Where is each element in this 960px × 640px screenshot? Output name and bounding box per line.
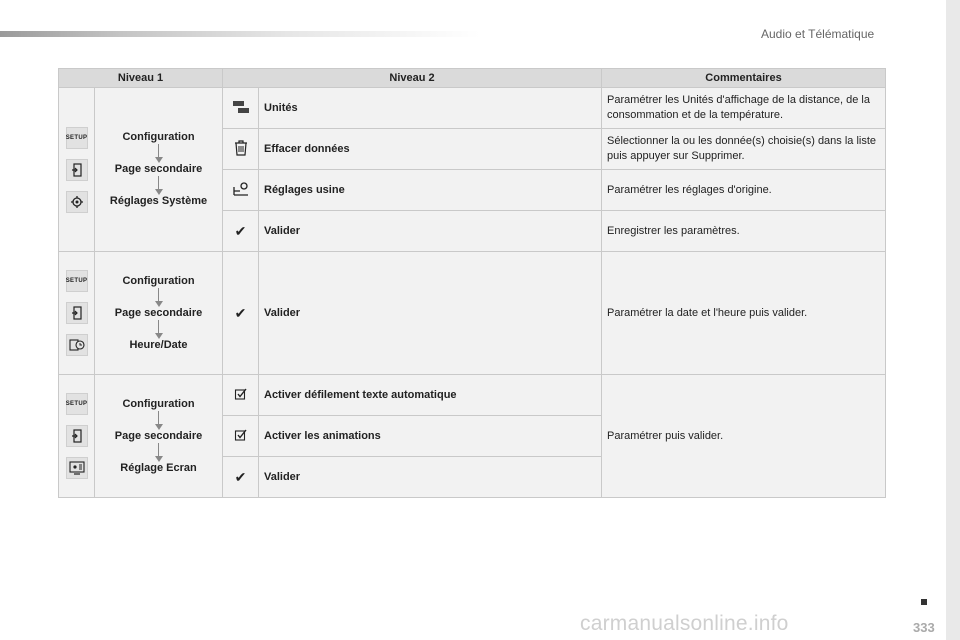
section-title: Audio et Télématique [761,27,875,41]
flow-step-reglage-ecran: Réglage Ecran [120,461,197,474]
level2-valider: Valider [259,211,602,252]
comment-reglages-usine: Paramétrer les réglages d'origine. [602,170,886,211]
flow-step-page-secondaire: Page secondaire [114,163,203,175]
comment-reglage-ecran: Paramétrer puis valider. [602,375,886,498]
flow-arrow-icon [155,144,163,163]
check-icon: ✔ [223,457,259,498]
level2-reglages-usine: Réglages usine [259,170,602,211]
table-row [59,375,886,416]
comment-heure-date: Paramétrer la date et l'heure puis valider. [602,252,886,375]
settings-table [58,68,886,498]
bullet-marker [921,599,927,605]
comment-unites: Paramétrer les Unités d'affichage de la distance, de la consommation et de la température. [602,88,886,129]
page-edge-strip [946,0,960,640]
level2-unites: Unités [259,88,602,129]
flow-step-configuration: Configuration [122,274,195,287]
flow-arrow-icon [155,443,163,462]
group3-icons [59,375,95,498]
flow-step-configuration: Configuration [122,397,195,410]
comment-effacer-donnees: Sélectionner la ou les donnée(s) choisie(s) dans la liste puis appuyer sur Supprimer. [602,129,886,170]
level2-valider: Valider [259,252,602,375]
table-row [59,252,886,375]
setup-icon: SETUP [66,393,88,415]
flow-arrow-icon [155,320,163,339]
header-niveau2: Niveau 2 [223,69,602,88]
screen-settings-icon [66,457,88,479]
level2-activer-defilement: Activer défilement texte automatique [259,375,602,416]
level2-effacer-donnees: Effacer données [259,129,602,170]
trash-icon [223,129,259,170]
flow-step-page-secondaire: Page secondaire [114,429,203,442]
page-icon [66,425,88,447]
setup-icon: SETUP [66,270,88,292]
settings-gear-icon [66,191,88,213]
table-header-row [59,69,886,88]
level2-valider: Valider [259,457,602,498]
group3-flow [95,375,223,498]
flow-arrow-icon [155,411,163,430]
check-icon: ✔ [223,252,259,375]
clock-calendar-icon [66,334,88,356]
watermark: carmanualsonline.info [580,612,789,635]
check-icon: ✔ [223,211,259,252]
header-commentaires: Commentaires [602,69,886,88]
page-icon [66,159,88,181]
checkbox-icon [223,375,259,416]
level2-activer-animations: Activer les animations [259,416,602,457]
flow-step-page-secondaire: Page secondaire [114,306,203,319]
flow-step-reglages-systeme: Réglages Système [109,195,208,207]
checkbox-icon [223,416,259,457]
group2-icons [59,252,95,375]
table-row [59,88,886,129]
header-niveau1: Niveau 1 [59,69,223,88]
group1-icons [59,88,95,252]
group1-flow [95,88,223,252]
header-gradient-bar [0,31,480,37]
flow-step-heure-date: Heure/Date [129,338,188,351]
page-number: 333 [913,620,935,635]
factory-reset-icon [223,170,259,211]
flow-arrow-icon [155,176,163,195]
flow-arrow-icon [155,288,163,307]
setup-icon: SETUP [66,127,88,149]
flow-step-configuration: Configuration [122,131,195,143]
page-icon [66,302,88,324]
group2-flow [95,252,223,375]
units-icon [223,88,259,129]
comment-valider: Enregistrer les paramètres. [602,211,886,252]
